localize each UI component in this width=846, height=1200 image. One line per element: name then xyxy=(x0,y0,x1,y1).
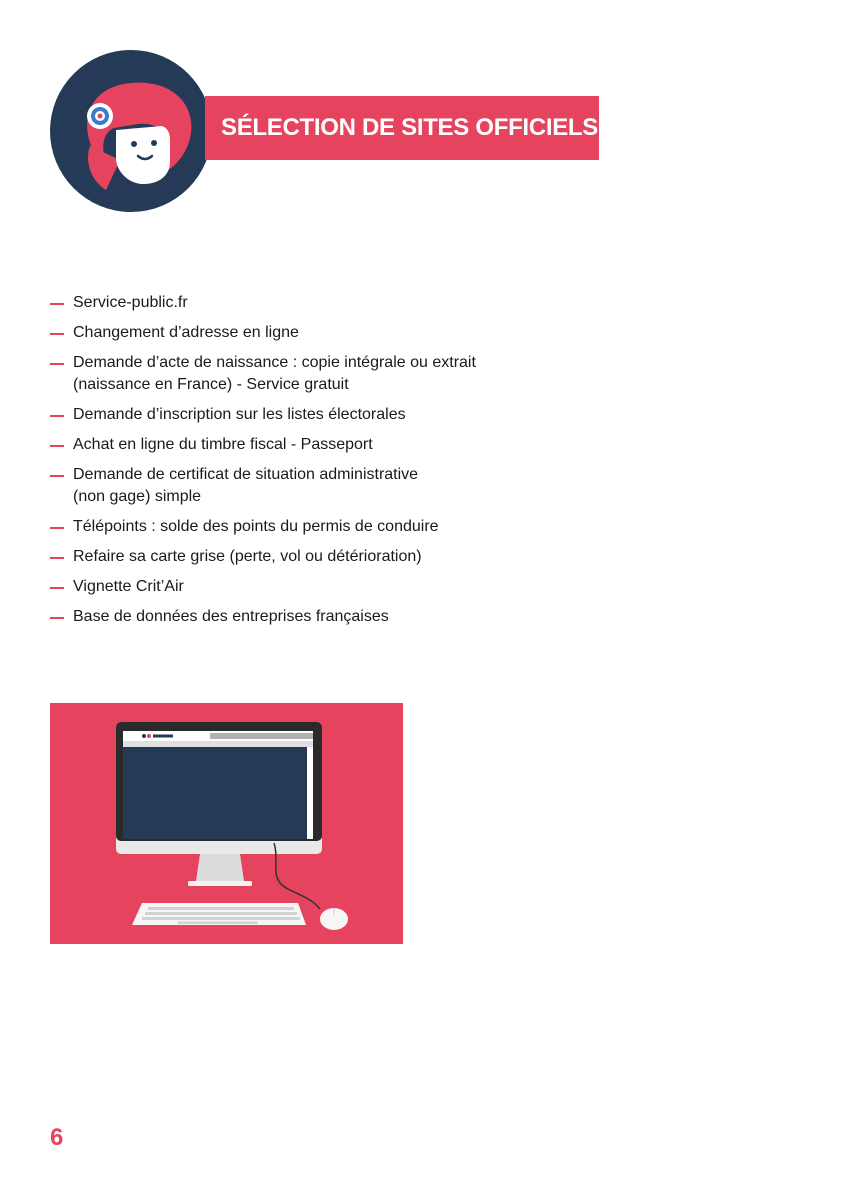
site-link-text[interactable]: Changement d’adresse en ligne xyxy=(73,324,299,341)
site-link-item[interactable] xyxy=(50,576,570,598)
dash-bullet-icon xyxy=(50,415,64,417)
dash-bullet-icon xyxy=(50,363,64,365)
site-link-text[interactable]: (non gage) simple xyxy=(73,488,202,505)
site-link-text[interactable]: Service-public.fr xyxy=(73,294,188,311)
site-link-item[interactable] xyxy=(50,546,570,568)
dash-bullet-icon xyxy=(50,475,64,477)
official-sites-list xyxy=(50,292,570,636)
computer-illustration xyxy=(50,703,403,944)
site-link-item[interactable] xyxy=(50,352,570,396)
site-link-text[interactable]: Achat en ligne du timbre fiscal - Passeport xyxy=(73,436,373,453)
dash-bullet-icon xyxy=(50,557,64,559)
dash-bullet-icon xyxy=(50,333,64,335)
site-link-text[interactable]: Télépoints : solde des points du permis de conduire xyxy=(73,518,439,535)
site-link-item[interactable] xyxy=(50,404,570,426)
site-link-item[interactable] xyxy=(50,434,570,456)
site-link-item[interactable] xyxy=(50,516,570,538)
site-link-item[interactable] xyxy=(50,322,570,344)
dash-bullet-icon xyxy=(50,587,64,589)
site-link-item[interactable] xyxy=(50,292,570,314)
site-link-text[interactable]: Demande d’acte de naissance : copie intégrale ou extrait xyxy=(73,354,476,371)
site-link-text[interactable]: Vignette Crit’Air xyxy=(73,578,184,595)
site-link-text[interactable]: Demande d’inscription sur les listes électorales xyxy=(73,406,406,423)
page-header xyxy=(0,0,846,230)
page-title: SÉLECTION DE SITES OFFICIELS xyxy=(221,114,598,141)
desktop-computer-icon xyxy=(50,703,403,944)
site-link-text[interactable]: Refaire sa carte grise (perte, vol ou détérioration) xyxy=(73,548,422,565)
dash-bullet-icon xyxy=(50,445,64,447)
site-link-item[interactable] xyxy=(50,464,570,508)
site-link-text[interactable]: Demande de certificat de situation administrative xyxy=(73,466,419,483)
marianne-logo xyxy=(50,50,212,212)
dash-bullet-icon xyxy=(50,303,64,305)
site-link-text[interactable]: Base de données des entreprises françaises xyxy=(73,608,389,625)
dash-bullet-icon xyxy=(50,617,64,619)
page-number: 6 xyxy=(50,1124,64,1151)
dash-bullet-icon xyxy=(50,527,64,529)
title-banner xyxy=(205,96,599,160)
site-link-text[interactable]: (naissance en France) - Service gratuit xyxy=(73,376,349,393)
site-link-item[interactable] xyxy=(50,606,570,628)
marianne-head-icon xyxy=(50,50,212,212)
